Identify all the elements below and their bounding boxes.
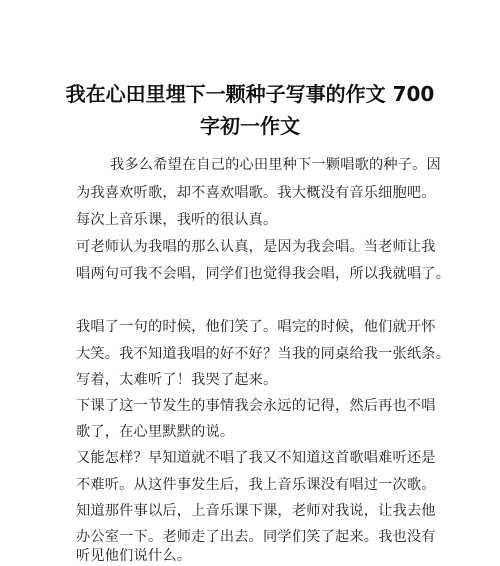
body-line: 我多么希望在自己的心田里种下一颗唱歌的种子。因 xyxy=(110,157,441,173)
document-title-line-2: 字初一作文 xyxy=(200,114,300,138)
body-line: 歌了，在心里默默的说。 xyxy=(76,424,235,440)
body-line: 唱两句可我不会唱，同学们也觉得我会唱，所以我就唱了。 xyxy=(76,266,451,282)
body-line: 每次上音乐课，我听的很认真。 xyxy=(76,212,278,228)
body-line: 下课了这一节发生的事情我会永远的记得，然后再也不唱 xyxy=(76,398,436,414)
body-line: 不难听。从这件事发生后，我上音乐课没有唱过一次歌。 xyxy=(76,477,436,493)
document-title-line-1: 我在心田里埋下一颗种子写事的作文 700 xyxy=(65,82,435,106)
body-line: 办公室一下。老师走了出去。同学们笑了起来。我也没有 xyxy=(76,529,436,545)
body-line: 我唱了一句的时候，他们笑了。唱完的时候，他们就开怀 xyxy=(76,319,436,335)
body-line: 写着，太难听了！我哭了起来。 xyxy=(76,372,278,388)
body-line: 为我喜欢听歌，却不喜欢唱歌。我大概没有音乐细胞吧。 xyxy=(76,185,436,201)
body-line: 大笑。我不知道我唱的好不好？当我的同桌给我一张纸条。 xyxy=(76,346,451,362)
body-line: 听见他们说什么。 xyxy=(76,548,192,564)
body-line: 可老师认为我唱的那么认真，是因为我会唱。当老师让我 xyxy=(76,239,436,255)
body-line: 又能怎样？早知道就不唱了我又不知道这首歌唱难听还是 xyxy=(76,450,436,466)
body-line: 知道那件事以后，上音乐课下课，老师对我说，让我去他 xyxy=(76,503,436,519)
